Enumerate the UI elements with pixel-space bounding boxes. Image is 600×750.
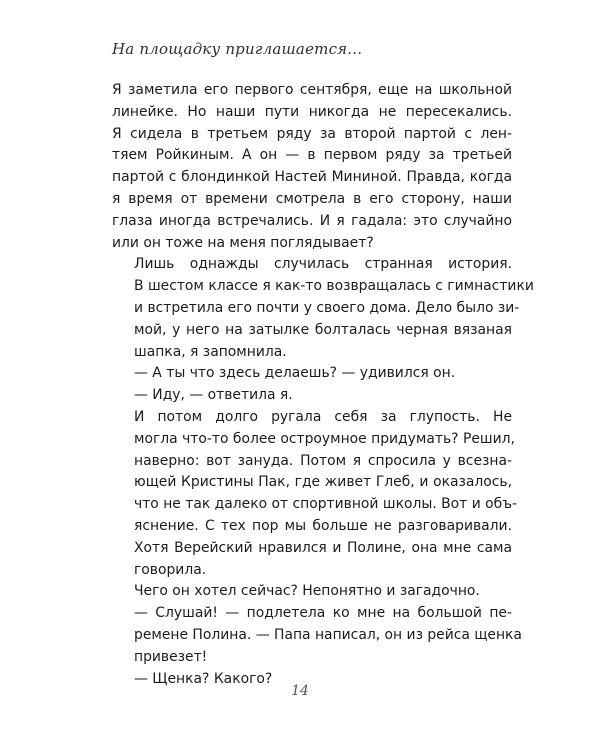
text-line: — А ты что здесь делаешь? — удивился он. — [134, 365, 456, 382]
text-line: — Иду, — ответила я. — [134, 387, 293, 404]
text-line: Я заметила его первого сентября, еще на школьной — [112, 82, 512, 98]
text-line: Хотя Верейский нравился и Полине, она мне сама — [134, 539, 512, 556]
text-line: я время от времени смотрела в его сторону, наши — [112, 190, 512, 207]
text-line: глаза иногда встречались. И я гадала: это случайно — [112, 212, 512, 229]
text-line: — Щенка? Какого? — [134, 670, 273, 687]
text-line: яснение. С тех пор мы больше не разговаривали. — [134, 517, 512, 534]
text-line: партой с блондинкой Настей Мининой. Правда, когда — [112, 169, 512, 186]
text-line: линейке. Но наши пути никогда не пересекались. — [112, 103, 512, 120]
paragraph — [112, 363, 512, 385]
text-line: В шестом классе я как-то возвращалась с гимнастики — [134, 278, 534, 295]
page-number: 14 — [291, 683, 309, 699]
text-line: или он тоже на меня поглядывает? — [112, 234, 374, 251]
text-line: шапка, я запомнила. — [134, 343, 287, 360]
paragraph — [112, 254, 534, 363]
text-line: Я сидела в третьем ряду за второй партой с лен- — [112, 125, 512, 142]
paragraph — [112, 385, 512, 407]
text-line: ремене Полина. — Папа написал, он из рейса щенка — [134, 626, 522, 643]
text-line: Чего он хотел сейчас? Непонятно и загадочно. — [134, 583, 480, 600]
text-line: — Слушай! — подлетела ко мне на большой пе- — [134, 605, 512, 622]
paragraph — [112, 603, 522, 668]
text-line: Лишь однажды случилась странная история. — [134, 256, 512, 273]
text-line: ющей Кристины Пак, где живет Глеб, и оказалось, — [134, 474, 512, 491]
text-line: наверно: вот зануда. Потом я спросила у всезна- — [134, 452, 512, 469]
running-head: На площадку приглашается... — [112, 40, 363, 58]
paragraph — [112, 80, 512, 254]
paragraph — [112, 407, 518, 581]
text-line: могла что-то более остроумное придумать? Решил, — [134, 430, 515, 447]
text-line: и встретила его почти у своего дома. Дело было зи- — [134, 299, 520, 316]
text-line: тяем Ройкиным. А он — в первом ряду за третьей — [112, 147, 512, 164]
text-line: И потом долго ругала себя за глупость. Не — [134, 408, 512, 425]
body-text — [112, 80, 534, 690]
text-line: что не так далеко от спортивной школы. Вот и объ- — [134, 496, 518, 513]
text-line: говорила. — [134, 561, 207, 578]
paragraph — [112, 581, 512, 603]
text-line: привезет! — [134, 648, 208, 665]
text-line: мой, у него на затылке болталась черная вязаная — [134, 321, 512, 338]
